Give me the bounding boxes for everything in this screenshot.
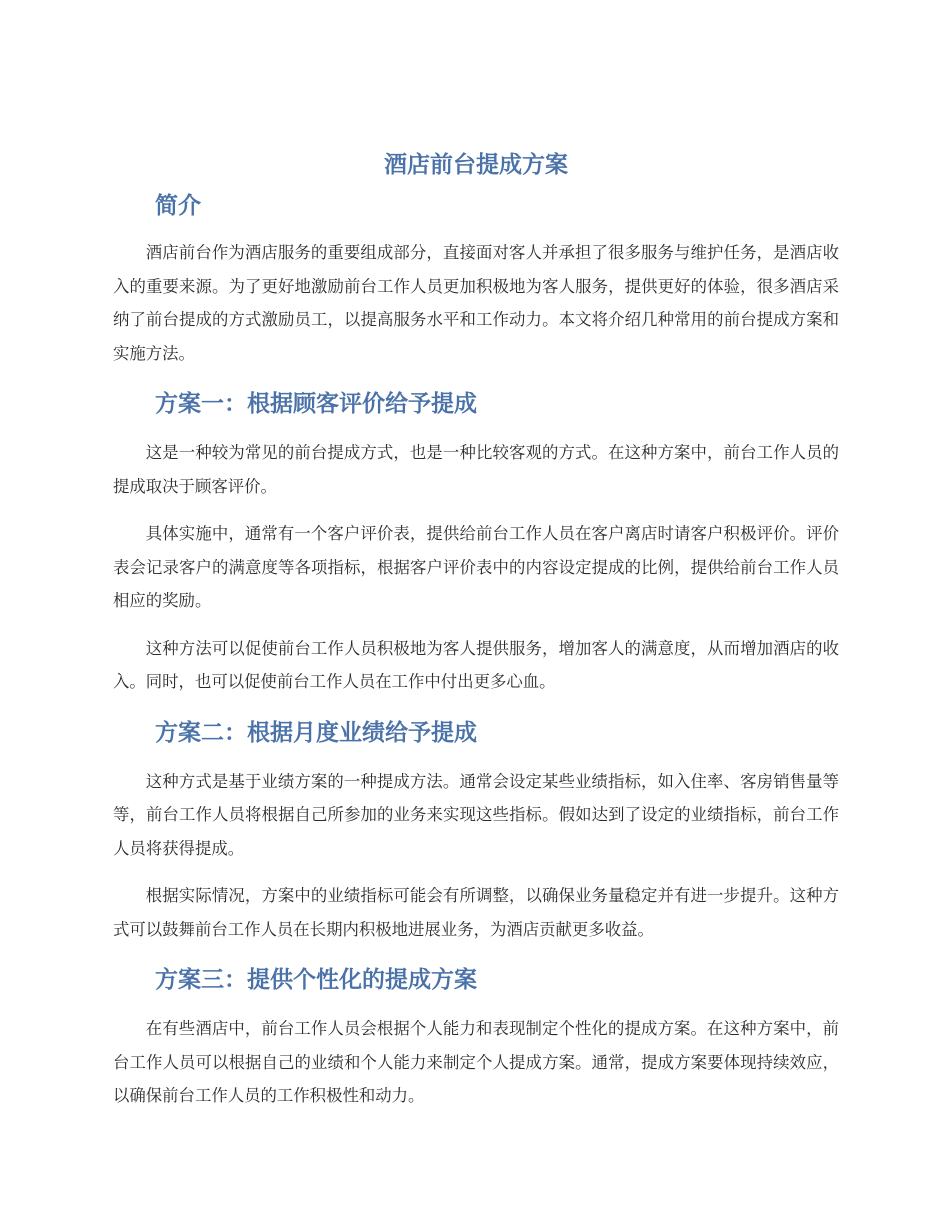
- document-title: 酒店前台提成方案: [384, 152, 568, 178]
- paragraph: 这种方法可以促使前台工作人员积极地为客人提供服务，增加客人的满意度，从而增加酒店的收入。同时，也可以促使前台工作人员在工作中付出更多心血。: [113, 638, 839, 691]
- paragraph: 这种方式是基于业绩方案的一种提成方法。通常会设定某些业绩指标，如入住率、客房销售量等等，前台工作人员将根据自己所参加的业务来实现这些指标。假如达到了设定的业绩指标，前台工作人员将获得提成。: [113, 771, 839, 858]
- document-body: [113, 140, 839, 1127]
- paragraph: 这是一种较为常见的前台提成方式，也是一种比较客观的方式。在这种方案中，前台工作人员的提成取决于顾客评价。: [113, 443, 839, 496]
- section-heading-plan-3: 方案三：提供个性化的提成方案: [155, 967, 477, 993]
- section-heading-intro: 简介: [155, 193, 201, 219]
- paragraph: 根据实际情况，方案中的业绩指标可能会有所调整，以确保业务量稳定并有进一步提升。这种方式可以鼓舞前台工作人员在长期内积极地进展业务，为酒店贡献更多收益。: [113, 886, 839, 939]
- section-heading-plan-2: 方案二：根据月度业绩给予提成: [155, 719, 477, 746]
- paragraph: 在有些酒店中，前台工作人员会根据个人能力和表现制定个性化的提成方案。在这种方案中，前台工作人员可以根据自己的业绩和个人能力来制定个人提成方案。通常，提成方案要体现持续效应，以确保前台工作人员的工作积极性和动力。: [113, 1019, 839, 1105]
- paragraph: 酒店前台作为酒店服务的重要组成部分，直接面对客人并承担了很多服务与维护任务，是酒店收入的重要来源。为了更好地激励前台工作人员更加积极地为客人服务，提供更好的体验，很多酒店采纳了前台提成的方式激励员工，以提高服务水平和工作动力。本文将介绍几种常用的前台提成方案和实施方法。: [113, 243, 839, 363]
- section-heading-plan-1: 方案一：根据顾客评价给予提成: [155, 391, 477, 417]
- paragraph: 具体实施中，通常有一个客户评价表，提供给前台工作人员在客户离店时请客户积极评价。评价表会记录客户的满意度等各项指标，根据客户评价表中的内容设定提成的比例，提供给前台工作人员相应的奖励。: [113, 524, 839, 610]
